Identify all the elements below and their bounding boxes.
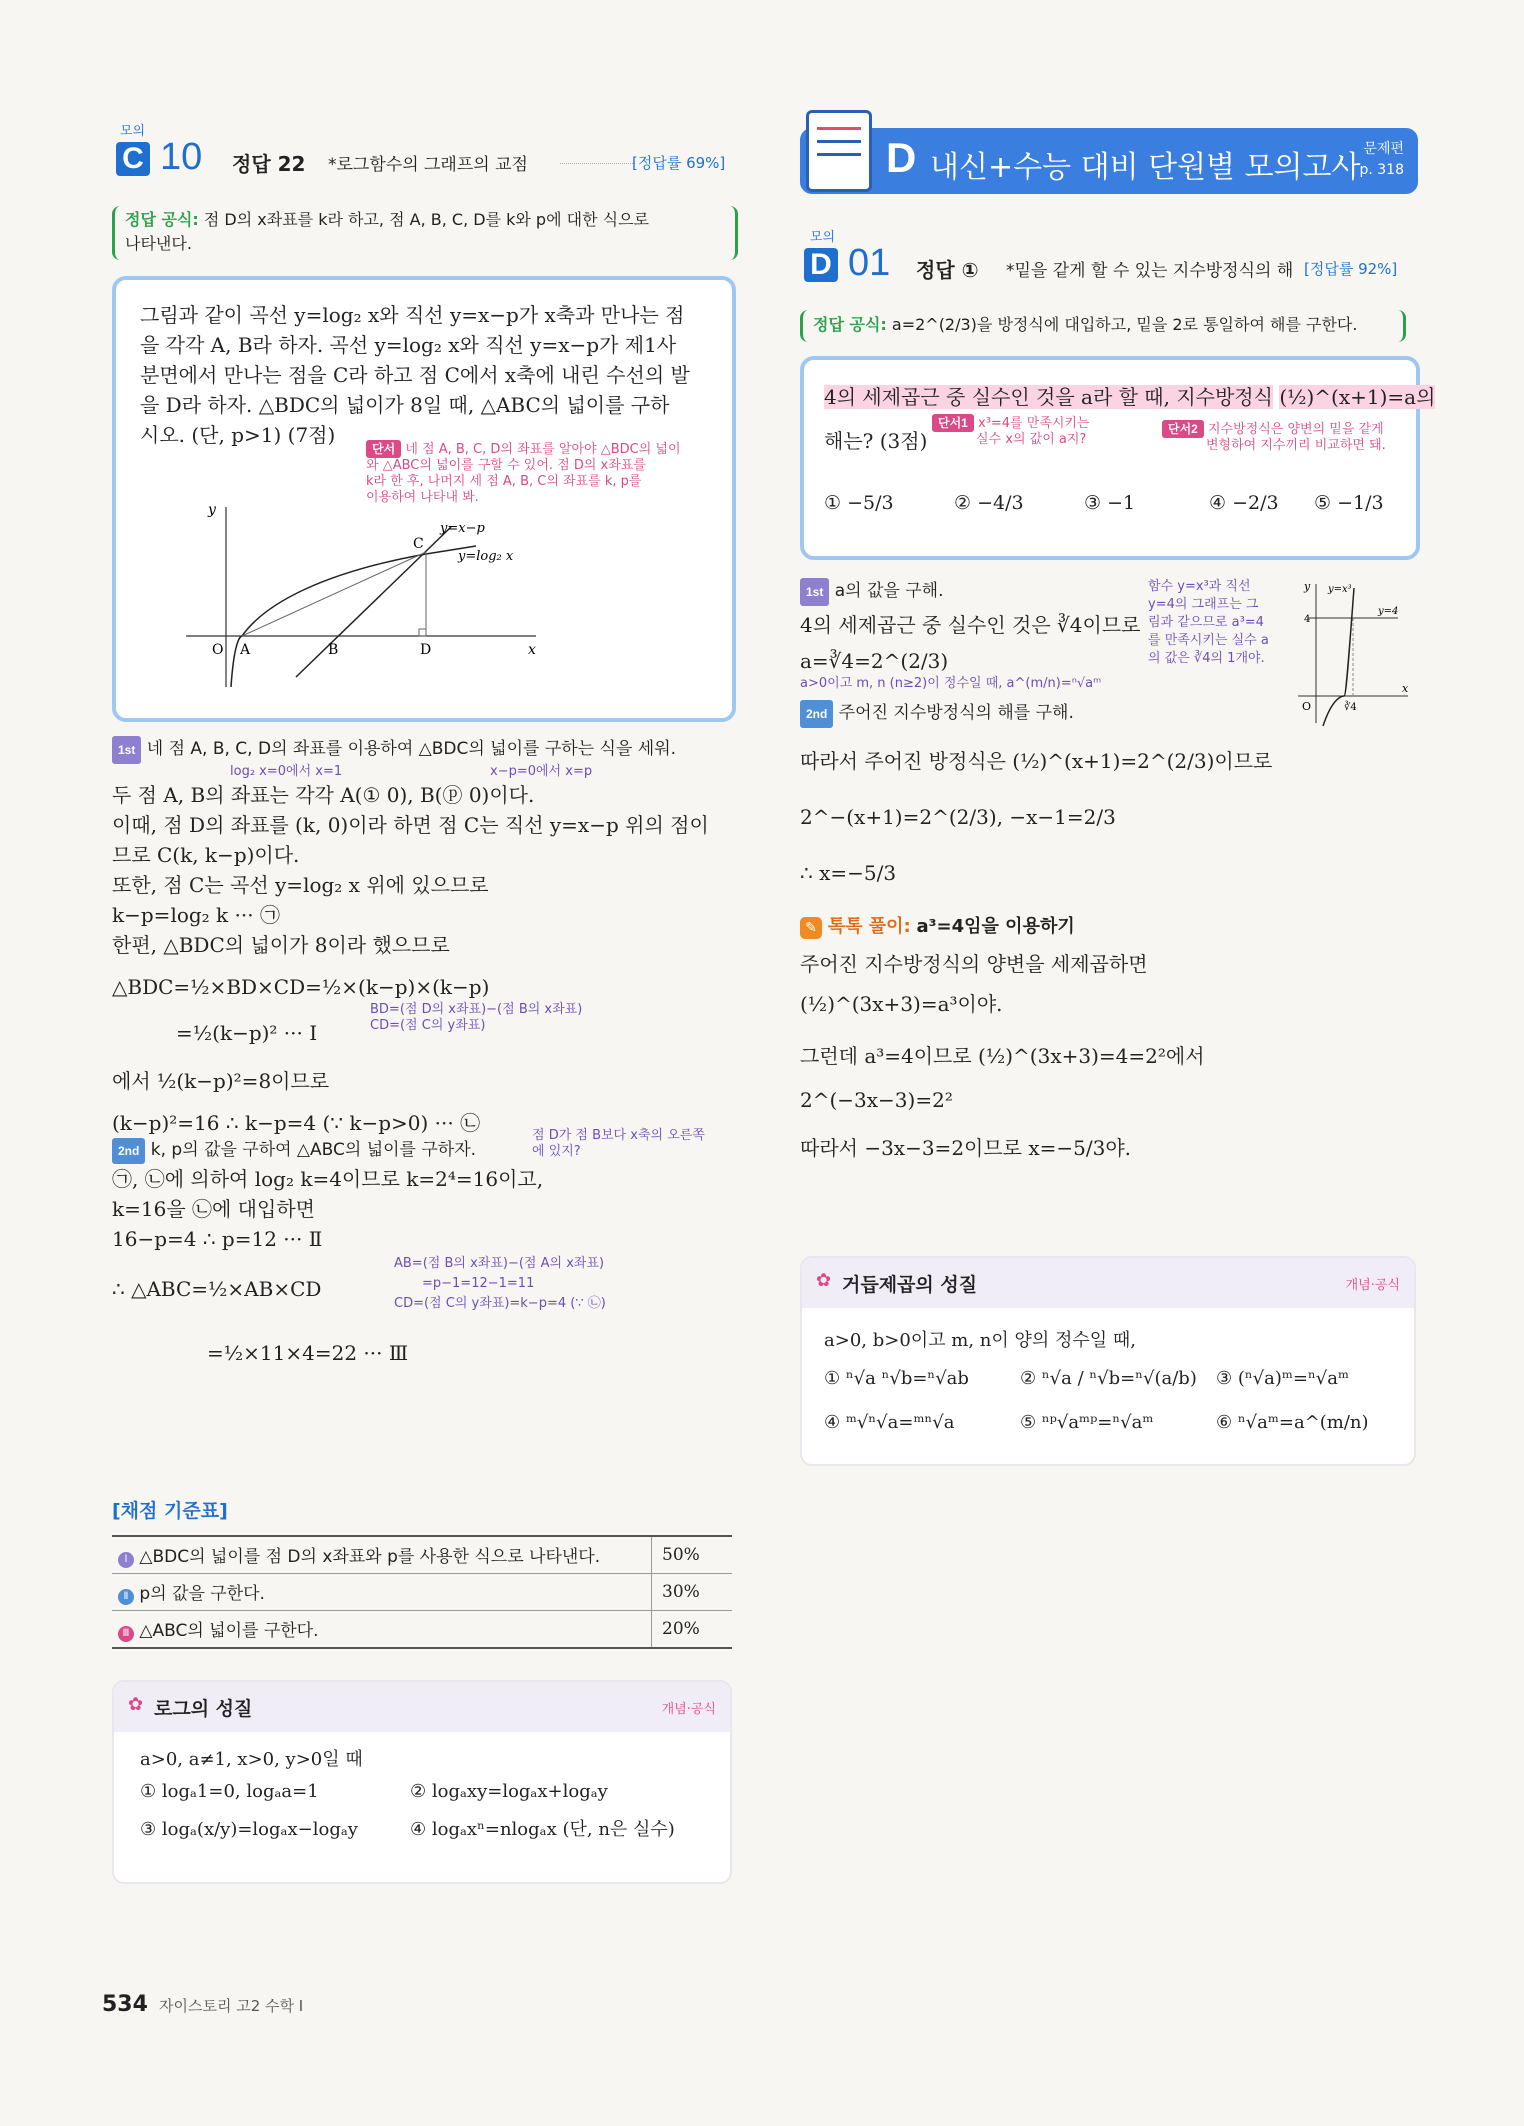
step1-tag: 1st (800, 578, 829, 606)
log-prop-3: ③ logₐ(x/y)=logₐx−logₐy (140, 1819, 358, 1840)
rubric-num: Ⅲ (118, 1626, 134, 1642)
segment-ac (242, 552, 426, 636)
book-title: 자이스토리 고2 수학 I (159, 1997, 304, 2015)
rubric-row (112, 1611, 732, 1649)
sol-line-10: (k−p)²=16 ∴ k−p=4 (∵ k−p>0) ··· ㉡ (112, 1111, 481, 1135)
footer (102, 1992, 303, 2017)
banner-letter: D (886, 134, 917, 181)
hint1-tag: 단서1 (932, 414, 974, 432)
rubric-score: 50% (652, 1536, 733, 1574)
sol-line-1: 4의 세제곱근 중 실수인 것은 ∛4이므로 (800, 613, 1141, 637)
log-box-title: 로그의 성질 (154, 1698, 253, 1720)
mock-tag: 모의 (810, 230, 836, 245)
rubric-row (112, 1574, 732, 1611)
tip-title: 톡톡 풀이: (827, 916, 911, 937)
graph-y-label: y (1304, 580, 1311, 593)
choice-3[interactable]: ③ −1 (1084, 492, 1136, 514)
log-prop-1: ① logₐ1=0, logₐa=1 (140, 1781, 319, 1802)
step2-tag: 2nd (800, 700, 833, 728)
graph-line-label: y=x−p (440, 521, 485, 536)
question-letter: C (116, 142, 150, 176)
sol-line-2: a=∛4=2^(2/3) (800, 649, 949, 673)
sol-line-6: 주어진 지수방정식의 양변을 세제곱하면 (800, 952, 1148, 976)
step2-text: k, p의 값을 구하여 △ABC의 넓이를 구하자. (150, 1140, 477, 1160)
hint1-line-2: 실수 x의 값이 a지? (976, 432, 1087, 447)
answer-label: 정답 22 (232, 152, 306, 176)
sol-line-4: 2^−(x+1)=2^(2/3), −x−1=2/3 (800, 805, 1116, 829)
rubric (112, 1496, 732, 1649)
page-number: 534 (102, 1992, 148, 2017)
rubric-text: △ABC의 넓이를 구한다. (139, 1621, 319, 1641)
sol-line-14: ∴ △ABC=½×AB×CD (112, 1277, 322, 1301)
hint2-tag: 단서2 (1162, 420, 1204, 438)
hint1-line-1: x³=4를 만족시키는 (978, 416, 1090, 431)
sol-line-3: 따라서 주어진 방정식은 (½)^(x+1)=2^(2/3)이므로 (800, 749, 1273, 773)
step1-tag: 1st (112, 736, 141, 764)
graph-line-label: y=4 (1378, 606, 1399, 617)
power-box-tag: 개념·공식 (1345, 1278, 1400, 1293)
rubric-row (112, 1536, 732, 1574)
note-d-right-1: 점 D가 점 B보다 x축의 오른쪽 (532, 1128, 705, 1143)
sol-line-9: 2^(−3x−3)=2² (800, 1088, 953, 1112)
left-formula-note (112, 206, 738, 260)
sol-line-13: 16−p=4 ∴ p=12 ··· Ⅱ (112, 1227, 323, 1251)
clipboard-icon (806, 110, 872, 192)
graph-curve-label: y=x³ (1328, 584, 1352, 595)
correct-rate: [정답률 69%] (632, 154, 726, 172)
log-graph (176, 502, 556, 692)
sol-line-12: k=16을 ㉡에 대입하면 (112, 1197, 315, 1221)
graph-x-label: x (1402, 682, 1409, 695)
log-curve (231, 546, 476, 687)
topic-label: *밑을 같게 할 수 있는 지수방정식의 해 (1006, 261, 1294, 281)
side-note (1148, 578, 1298, 668)
power-prop-2: ② ⁿ√a / ⁿ√b=ⁿ√(a/b) (1020, 1368, 1197, 1389)
graph-root-label: ∛4 (1344, 702, 1357, 713)
problem-line-4: 을 D라 하자. △BDC의 넓이가 8일 때, △ABC의 넓이를 구하 (140, 393, 670, 417)
sol-line-11: ㉠, ㉡에 의하여 log₂ k=4이므로 k=2⁴=16이고, (112, 1167, 544, 1191)
question-number: 01 (848, 242, 891, 284)
graph-curve-label: y=log₂ x (458, 549, 514, 564)
rubric-title: [채점 기준표] (112, 1500, 228, 1522)
hint-line-1: 네 점 A, B, C, D의 좌표를 알아야 △BDC의 넓이 (405, 442, 681, 457)
power-prop-6: ⑥ ⁿ√aᵐ=a^(m/n) (1216, 1412, 1369, 1433)
step1-text: a의 값을 구해. (834, 581, 944, 601)
banner-title: 내신+수능 대비 단원별 모의고사 (930, 150, 1361, 185)
log-properties-box (112, 1680, 732, 1884)
power-box-title: 거듭제곱의 성질 (842, 1274, 978, 1296)
hint-line-4: 이용하여 나타내 봐. (366, 490, 479, 505)
note-d-right-2: 에 있지? (532, 1144, 581, 1159)
graph-c-label: C (413, 536, 424, 552)
left-question-header (110, 120, 740, 180)
side-note-2: y=4의 그래프는 그 (1148, 597, 1259, 612)
note-cd: CD=(점 C의 y좌표) (370, 1018, 486, 1033)
flower-icon: ✿ (816, 1270, 832, 1291)
power-box-cond: a>0, b>0이고 m, n이 양의 정수일 때, (824, 1330, 1136, 1351)
cubic-graph (1298, 578, 1414, 728)
graph-d-label: D (420, 642, 432, 658)
problem-line-2: 을 각각 A, B라 하자. 곡선 y=log₂ x와 직선 y=x−p가 제1사 (140, 333, 677, 357)
sol-line-8: 그런데 a³=4이므로 (½)^(3x+3)=4=2²에서 (800, 1044, 1205, 1068)
problem-line-5: 시오. (단, p>1) (7점) (140, 423, 336, 447)
sol-line-5: k−p=log₂ k ··· ㉠ (112, 903, 280, 927)
note-x-minus-p: x−p=0에서 x=p (490, 764, 593, 779)
choice-4[interactable]: ④ −2/3 (1209, 492, 1279, 514)
side-note-1: 함수 y=x³과 직선 (1148, 579, 1251, 594)
problem-line-3: 분면에서 만나는 점을 C라 하고 점 C에서 x축에 내린 수선의 발 (140, 363, 690, 387)
log-box-tag: 개념·공식 (661, 1702, 716, 1717)
topic-label: *로그함수의 그래프의 교점 (328, 155, 528, 175)
question-letter: D (804, 248, 838, 282)
sol-line-6: 한편, △BDC의 넓이가 8이라 했으므로 (112, 933, 450, 957)
sol-line-3: 므로 C(k, k−p)이다. (112, 843, 300, 867)
hint-tag: 단서 (366, 440, 401, 458)
side-note-3: 림과 같으므로 a³=4 (1148, 615, 1264, 630)
side-note-4: 를 만족시키는 실수 a (1148, 633, 1269, 648)
left-solution (112, 736, 742, 1368)
power-properties-box (800, 1256, 1416, 1466)
problem-line-1b: (½)^(x+1)=a의 (1279, 385, 1436, 409)
formula-text1: 점 D의 x좌표를 k라 하고, 점 A, B, C, D를 k와 p에 대한 식으로 (203, 210, 649, 229)
banner-ref1: 문제편 (1363, 141, 1404, 157)
right-angle-mark (419, 629, 426, 636)
formula-title: 정답 공식: (125, 210, 199, 229)
rubric-score: 20% (652, 1611, 733, 1649)
rubric-num: Ⅰ (118, 1552, 134, 1568)
graph-four-label: 4 (1304, 614, 1311, 625)
note-ab-value: =p−1=12−1=11 (422, 1276, 535, 1291)
log-box-cond: a>0, a≠1, x>0, y>0일 때 (140, 1749, 363, 1770)
sol-line-1: 두 점 A, B의 좌표는 각각 A(① 0), B(ⓟ 0)이다. (112, 783, 535, 807)
step2-text: 주어진 지수방정식의 해를 구해. (838, 703, 1074, 723)
rubric-text: △BDC의 넓이를 점 D의 x좌표와 p를 사용한 식으로 나타낸다. (139, 1547, 601, 1567)
sol-line-2: 이때, 점 D의 좌표를 (k, 0)이라 하면 점 C는 직선 y=x−p 위의 점이 (112, 813, 709, 837)
formula-text: a=2^(2/3)을 방정식에 대입하고, 밑을 2로 통일하여 해를 구한다. (891, 315, 1358, 334)
mock-tag: 모의 (120, 124, 146, 139)
header-divider (560, 163, 635, 164)
sol-line-7: △BDC=½×BD×CD=½×(k−p)×(k−p) (112, 975, 490, 999)
hint-block (366, 440, 706, 506)
note-bd: BD=(점 D의 x좌표)−(점 B의 x좌표) (370, 1002, 583, 1017)
right-question-header (800, 226, 1420, 286)
power-prop-4: ④ ᵐ√ⁿ√a=ᵐⁿ√a (824, 1412, 955, 1433)
tip-icon: ✎ (800, 917, 822, 939)
power-prop-5: ⑤ ⁿᵖ√aᵐᵖ=ⁿ√aᵐ (1020, 1412, 1154, 1433)
hint-line-3: k라 한 후, 나머지 세 점 A, B, C의 좌표를 k, p를 (366, 474, 642, 489)
answer-label: 정답 ① (916, 258, 979, 282)
power-prop-3: ③ (ⁿ√a)ᵐ=ⁿ√aᵐ (1216, 1368, 1350, 1389)
sol-line-7: (½)^(3x+3)=a³이야. (800, 992, 1003, 1016)
rubric-num: Ⅱ (118, 1589, 134, 1605)
sol-line-8: =½(k−p)² ··· Ⅰ (176, 1021, 318, 1045)
flower-icon: ✿ (128, 1694, 144, 1715)
correct-rate: [정답률 92%] (1304, 260, 1398, 278)
question-number: 10 (160, 136, 203, 178)
graph-o-label: O (1302, 700, 1312, 713)
graph-x-label: x (528, 642, 536, 658)
note-rational-exponent: a>0이고 m, n (n≥2)이 정수일 때, a^(m/n)=ⁿ√aᵐ (800, 676, 1102, 691)
sol-line-15: =½×11×4=22 ··· Ⅲ (207, 1341, 409, 1365)
right-problem-box (800, 356, 1436, 560)
problem-line-1: 그림과 같이 곡선 y=log₂ x와 직선 y=x−p가 x축과 만나는 점 (140, 303, 685, 327)
log-prop-4: ④ logₐxⁿ=nlogₐx (단, n은 실수) (410, 1819, 675, 1840)
rubric-table (112, 1535, 732, 1649)
formula-text2: 나타낸다. (125, 234, 192, 253)
note-log-zero: log₂ x=0에서 x=1 (230, 764, 343, 779)
note-ab: AB=(점 B의 x좌표)−(점 A의 x좌표) (394, 1256, 605, 1271)
step1-text: 네 점 A, B, C, D의 좌표를 이용하여 △BDC의 넓이를 구하는 식을 세워. (146, 739, 677, 759)
choice-1[interactable]: ① −5/3 (824, 492, 894, 514)
sol-line-4: 또한, 점 C는 곡선 y=log₂ x 위에 있으므로 (112, 873, 489, 897)
problem-line-1a: 4의 세제곱근 중 실수인 것을 a라 할 때, 지수방정식 (824, 385, 1273, 409)
choice-2[interactable]: ② −4/3 (954, 492, 1024, 514)
note-cd-value: CD=(점 C의 y좌표)=k−p=4 (∵ ㉡) (394, 1296, 606, 1311)
choice-5[interactable]: ⑤ −1/3 (1314, 492, 1384, 514)
step2-tag: 2nd (112, 1138, 145, 1164)
formula-title: 정답 공식: (813, 315, 887, 334)
graph-o-label: O (212, 642, 224, 658)
left-problem-box (112, 276, 736, 722)
rubric-score: 30% (652, 1574, 733, 1611)
tip-text: a³=4임을 이용하기 (916, 916, 1075, 937)
rubric-text: p의 값을 구한다. (139, 1584, 265, 1604)
hint2-line-1: 지수방정식은 양변의 밑을 같게 (1208, 422, 1384, 437)
graph-a-label: A (240, 642, 251, 658)
power-prop-1: ① ⁿ√a ⁿ√b=ⁿ√ab (824, 1368, 969, 1389)
hint-line-2: 와 △ABC의 넓이를 구할 수 있어. 점 D의 x좌표를 (366, 458, 646, 473)
sol-line-5: ∴ x=−5/3 (800, 861, 897, 885)
side-note-5: 의 값은 ∛4의 1개야. (1148, 651, 1265, 666)
sol-line-9: 에서 ½(k−p)²=8이므로 (112, 1069, 330, 1093)
graph-y-label: y (208, 502, 216, 518)
sol-line-10: 따라서 −3x−3=2이므로 x=−5/3야. (800, 1136, 1132, 1160)
graph-b-label: B (328, 642, 339, 658)
hint2-line-2: 변형하여 지수끼리 비교하면 돼. (1206, 438, 1386, 453)
section-banner (800, 128, 1418, 194)
right-formula-note (800, 310, 1406, 342)
banner-ref2: p. 318 (1359, 162, 1404, 178)
log-prop-2: ② logₐxy=logₐx+logₐy (410, 1781, 608, 1802)
problem-line-2: 해는? (3점) (824, 429, 928, 453)
